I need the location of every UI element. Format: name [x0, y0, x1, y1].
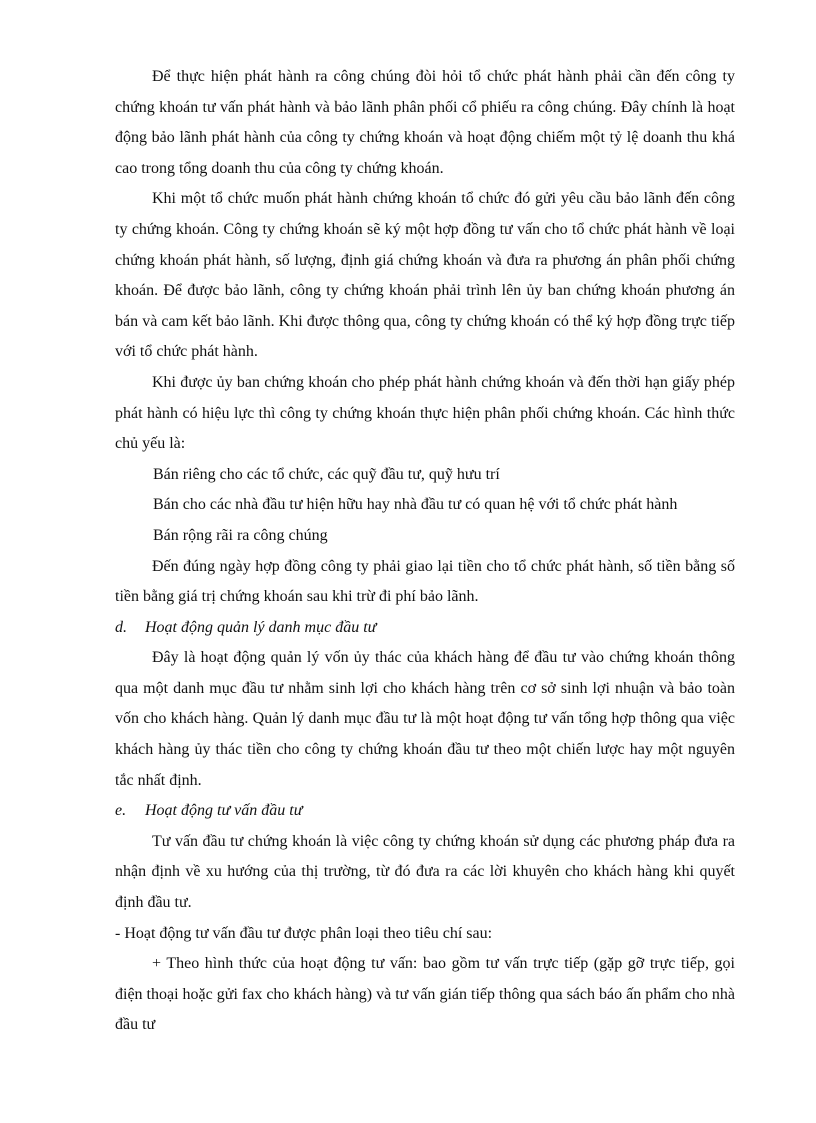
- section-marker-e: e.: [115, 802, 127, 820]
- paragraph-underwriting-intro: Để thực hiện phát hành ra công chúng đòi hỏi tổ chức phát hành phải cần đến công ty chứng khoán tư vấn phát hành và bảo lãnh phân phối cổ phiếu ra công chúng. Đây chính là hoạt động bảo lãnh phát hành của công ty chứng khoán và hoạt động chiếm một tỷ lệ doanh thu khá cao trong tổng doanh thu của công ty chứng khoán.: [115, 68, 735, 177]
- paragraph-investment-advisory: Tư vấn đầu tư chứng khoán là việc công ty chứng khoán sử dụng các phương pháp đưa ra nhận định về xu hướng của thị trường, từ đó đưa ra các lời khuyên cho khách hàng khi quyết định đầu tư.: [115, 832, 735, 912]
- section-heading-e: [115, 796, 735, 827]
- list-item-existing-investors: Bán cho các nhà đầu tư hiện hữu hay nhà đầu tư có quan hệ với tổ chức phát hành: [153, 496, 678, 514]
- document-page: [115, 62, 735, 1041]
- section-marker-d: d.: [115, 618, 127, 636]
- section-title-d: Hoạt động quản lý danh mục đầu tư: [145, 618, 377, 636]
- paragraph-payment: Đến đúng ngày hợp đồng công ty phải giao lại tiền cho tổ chức phát hành, số tiền bằng số tiền bằng giá trị chứng khoán sau khi trừ đi phí bảo lãnh.: [115, 557, 735, 606]
- list-item-private-placement: Bán riêng cho các tổ chức, các quỹ đầu tư, quỹ hưu trí: [153, 465, 500, 483]
- paragraph-advisory-classification: - Hoạt động tư vấn đầu tư được phân loại theo tiêu chí sau:: [115, 924, 493, 942]
- paragraph-portfolio-management: Đây là hoạt động quản lý vốn ủy thác của khách hàng để đầu tư vào chứng khoán thông qua một danh mục đầu tư nhằm sinh lợi cho khách hàng trên cơ sở sinh lợi nhuận và bảo toàn vốn cho khách hàng. Quản lý danh mục đầu tư là một hoạt động tư vấn tổng hợp thông qua việc khách hàng ủy thác tiền cho công ty chứng khoán đầu tư theo một chiến lược hay một nguyên tắc nhất định.: [115, 649, 735, 789]
- paragraph-advisory-form: + Theo hình thức của hoạt động tư vấn: bao gồm tư vấn trực tiếp (gặp gỡ trực tiếp, gọi điện thoại hoặc gửi fax cho khách hàng) và tư vấn gián tiếp thông qua sách báo ấn phẩm cho nhà đầu tư: [115, 955, 735, 1034]
- paragraph-underwriting-process: Khi một tổ chức muốn phát hành chứng khoán tổ chức đó gửi yêu cầu bảo lãnh đến công ty chứng khoán. Công ty chứng khoán sẽ ký một hợp đồng tư vấn cho tổ chức phát hành về loại chứng khoán phát hành, số lượng, định giá chứng khoán và đưa ra phương án phân phối chứng khoán. Để được bảo lãnh, công ty chứng khoán phải trình lên ủy ban chứng khoán phương án bán và cam kết bảo lãnh. Khi được thông qua, công ty chứng khoán có thể ký hợp đồng trực tiếp với tổ chức phát hành.: [115, 190, 735, 361]
- section-heading-d: [115, 613, 735, 644]
- paragraph-distribution-forms: Khi được ủy ban chứng khoán cho phép phát hành chứng khoán và đến thời hạn giấy phép phát hành có hiệu lực thì công ty chứng khoán thực hiện phân phối chứng khoán. Các hình thức chủ yếu là:: [115, 373, 735, 453]
- list-item-public-offering: Bán rộng rãi ra công chúng: [153, 526, 328, 544]
- section-title-e: Hoạt động tư vấn đầu tư: [145, 802, 303, 820]
